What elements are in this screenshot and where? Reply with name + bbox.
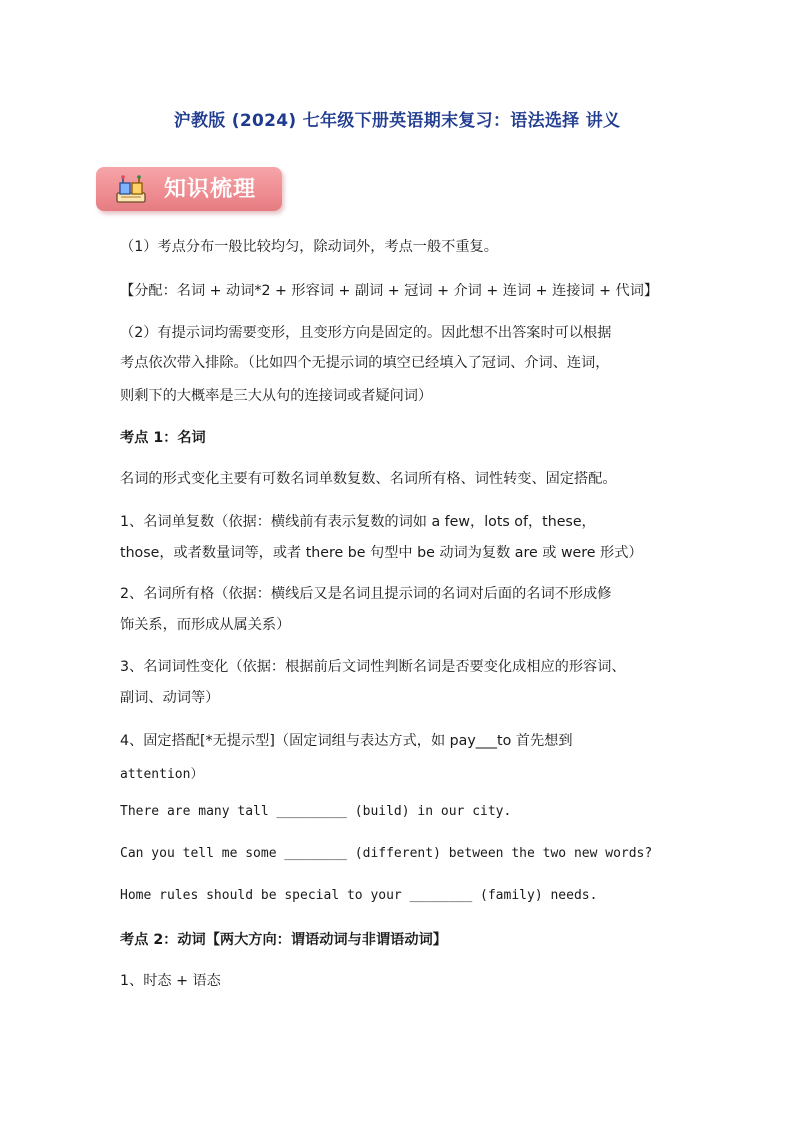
- exercise-sentence: Home rules should be special to your ________ (family) needs.: [120, 888, 598, 903]
- text-line: 1、名词单复数（依据：横线前有表示复数的词如 a few，lots of，these，: [120, 514, 596, 530]
- text-line: attention）: [120, 767, 204, 782]
- banner-label: 知识梳理: [164, 177, 257, 202]
- text-line: 副词、动词等）: [120, 690, 220, 706]
- section-heading: 考点 2：动词【两大方向：谓语动词与非谓语动词】: [120, 932, 447, 948]
- text-line: 【分配：名词 + 动词*2 + 形容词 + 副词 + 冠词 + 介词 + 连词 + 连接词 + 代词】: [120, 283, 659, 299]
- text-line: 饰关系，而形成从属关系）: [120, 617, 291, 633]
- text-line: 2、名词所有格（依据：横线后又是名词且提示词的名词对后面的名词不形成修: [120, 586, 612, 602]
- text-line: 则剩下的大概率是三大从句的连接词或者疑问词）: [120, 388, 433, 404]
- text-line: 1、时态 + 语态: [120, 973, 221, 989]
- text-line: 3、名词词性变化（依据：根据前后文词性判断名词是否要变化成相应的形容词、: [120, 659, 626, 675]
- text-line: （2）有提示词均需要变形，且变形方向是固定的。因此想不出答案时可以根据: [120, 325, 612, 341]
- section-heading: 考点 1：名词: [120, 430, 206, 446]
- text-line: 4、固定搭配[*无提示型]（固定词组与表达方式，如 pay___to 首先想到: [120, 733, 573, 749]
- document-title: 沪教版 (2024) 七年级下册英语期末复习：语法选择 讲义: [173, 111, 621, 131]
- text-line: 名词的形式变化主要有可数名词单数复数、名词所有格、词性转变、固定搭配。: [120, 471, 617, 487]
- section-banner: [96, 167, 282, 211]
- text-line: 考点依次带入排除。（比如四个无提示词的填空已经填入了冠词、介词、连词，: [120, 355, 610, 371]
- exercise-sentence: There are many tall _________ (build) in our city.: [120, 804, 512, 819]
- text-line: （1）考点分布一般比较均匀，除动词外，考点一般不重复。: [120, 239, 498, 255]
- book-icon: [114, 173, 148, 205]
- text-line: those，或者数量词等，或者 there be 句型中 be 动词为复数 are 或 were 形式）: [120, 545, 643, 561]
- exercise-sentence: Can you tell me some ________ (different) between the two new words?: [120, 846, 653, 861]
